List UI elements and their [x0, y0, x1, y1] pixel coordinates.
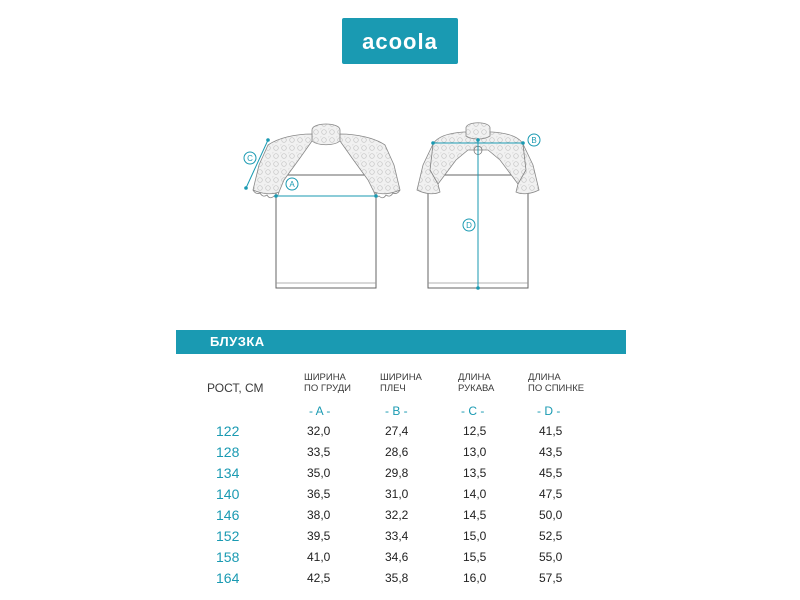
- svg-text:B: B: [531, 136, 537, 145]
- height-column-header: РОСТ, СМ: [207, 381, 264, 395]
- row-height: 146: [216, 507, 240, 523]
- col-code-b: - B -: [385, 404, 408, 418]
- table-row: [0, 507, 800, 528]
- row-height: 152: [216, 528, 240, 544]
- row-height: 134: [216, 465, 240, 481]
- table-row: [0, 444, 800, 465]
- table-row: [0, 528, 800, 549]
- row-height: 140: [216, 486, 240, 502]
- cell-chest-width: 32,0: [307, 424, 331, 438]
- front-view: [244, 124, 400, 288]
- col-header-back-length: ДЛИНА ПО СПИНКЕ: [528, 372, 585, 394]
- cell-sleeve-length: 14,0: [463, 487, 487, 501]
- table-title: БЛУЗКА: [210, 334, 265, 349]
- cell-chest-width: 42,5: [307, 571, 331, 585]
- cell-chest-width: 38,0: [307, 508, 331, 522]
- cell-chest-width: 39,5: [307, 529, 331, 543]
- cell-back-length: 50,0: [539, 508, 563, 522]
- cell-shoulder-width: 31,0: [385, 487, 409, 501]
- cell-sleeve-length: 15,5: [463, 550, 487, 564]
- cell-back-length: 57,5: [539, 571, 563, 585]
- cell-sleeve-length: 14,5: [463, 508, 487, 522]
- table-row: [0, 549, 800, 570]
- cell-back-length: 41,5: [539, 424, 563, 438]
- row-height: 164: [216, 570, 240, 586]
- cell-back-length: 45,5: [539, 466, 563, 480]
- svg-text:C: C: [247, 154, 253, 163]
- col-code-a: - A -: [309, 404, 331, 418]
- cell-shoulder-width: 33,4: [385, 529, 409, 543]
- cell-shoulder-width: 35,8: [385, 571, 409, 585]
- row-height: 122: [216, 423, 240, 439]
- cell-sleeve-length: 16,0: [463, 571, 487, 585]
- table-row: [0, 423, 800, 444]
- col-code-c: - C -: [461, 404, 485, 418]
- back-view: [417, 123, 540, 290]
- cell-shoulder-width: 27,4: [385, 424, 409, 438]
- cell-back-length: 43,5: [539, 445, 563, 459]
- svg-text:A: A: [289, 180, 295, 189]
- cell-shoulder-width: 29,8: [385, 466, 409, 480]
- svg-text:D: D: [466, 221, 472, 230]
- cell-shoulder-width: 34,6: [385, 550, 409, 564]
- col-header-chest-width: ШИРИНА ПО ГРУДИ: [304, 372, 351, 394]
- cell-back-length: 52,5: [539, 529, 563, 543]
- cell-chest-width: 36,5: [307, 487, 331, 501]
- cell-sleeve-length: 12,5: [463, 424, 487, 438]
- cell-sleeve-length: 13,5: [463, 466, 487, 480]
- col-header-shoulder-width: ШИРИНА ПЛЕЧ: [380, 372, 422, 394]
- col-code-d: - D -: [537, 404, 561, 418]
- table-row: [0, 465, 800, 486]
- table-row: [0, 486, 800, 507]
- cell-back-length: 47,5: [539, 487, 563, 501]
- row-height: 158: [216, 549, 240, 565]
- table-row: [0, 570, 800, 591]
- table-title-bar: [176, 330, 626, 354]
- row-height: 128: [216, 444, 240, 460]
- cell-chest-width: 41,0: [307, 550, 331, 564]
- brand-logo-text: acoola: [362, 29, 438, 54]
- cell-sleeve-length: 15,0: [463, 529, 487, 543]
- cell-shoulder-width: 28,6: [385, 445, 409, 459]
- col-header-sleeve-length: ДЛИНА РУКАВА: [458, 372, 495, 394]
- cell-shoulder-width: 32,2: [385, 508, 409, 522]
- cell-back-length: 55,0: [539, 550, 563, 564]
- cell-sleeve-length: 13,0: [463, 445, 487, 459]
- cell-chest-width: 35,0: [307, 466, 331, 480]
- front-collar: [312, 124, 340, 145]
- cell-chest-width: 33,5: [307, 445, 331, 459]
